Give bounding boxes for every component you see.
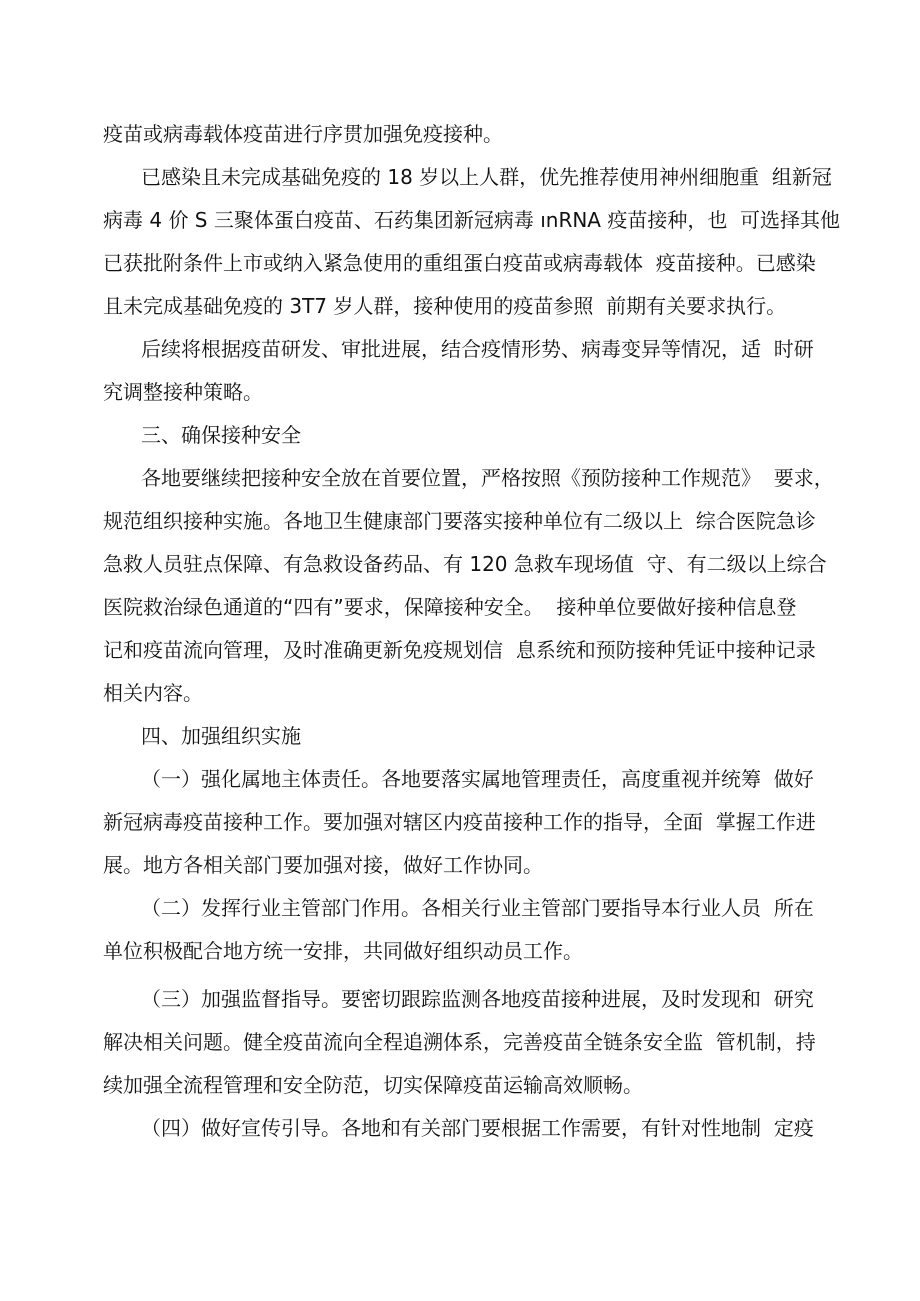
text-line-7: 究调整接种策略。 (103, 380, 263, 404)
text-line-17: 新冠病毒疫苗接种工作。要加强对辖区内疫苗接种工作的指导，全面 掌握工作进 (103, 810, 816, 834)
text-line-9: 各地要继续把接种安全放在首要位置，严格按照《预防接种工作规范》 要求， (141, 466, 834, 490)
text-line-22: 解决相关问题。健全疫苗流向全程追溯体系，完善疫苗全链条安全监 管机制，持 (103, 1030, 816, 1054)
text-line-4: 已获批附条件上市或纳入紧急使用的重组蛋白疫苗或病毒载体 疫苗接种。已感染 (103, 251, 816, 275)
text-line-1: 疫苗或病毒载体疫苗进行序贯加强免疫接种。 (103, 122, 503, 146)
text-line-12: 医院救治绿色通道的“四有”要求，保障接种安全。 接种单位要做好接种信息登 (103, 595, 797, 619)
text-line-10: 规范组织接种实施。各地卫生健康部门要落实接种单位有二级以上 综合医院急诊 (103, 509, 816, 533)
section-heading-3: 三、确保接种安全 (141, 423, 301, 447)
text-line-11: 急救人员驻点保障、有急救设备药品、有 120 急救车现场值 守、有二级以上综合 (103, 552, 827, 576)
text-line-5: 且未完成基础免疫的 3T7 岁人群，接种使用的疫苗参照 前期有关要求执行。 (103, 294, 787, 318)
text-line-6: 后续将根据疫苗研发、审批进展，结合疫情形势、病毒变异等情况，适 时研 (141, 337, 814, 361)
text-line-16: （一）强化属地主体责任。各地要落实属地管理责任，高度重视并统筹 做好 (141, 767, 814, 791)
text-line-3: 病毒 4 价 S 三聚体蛋白疫苗、石药集团新冠病毒 ınRNA 疫苗接种，也 可选择其他 (103, 208, 841, 232)
text-line-20: 单位积极配合地方统一安排，共同做好组织动员工作。 (103, 939, 583, 963)
text-line-18: 展。地方各相关部门要加强对接，做好工作协同。 (103, 853, 543, 877)
text-line-19: （二）发挥行业主管部门作用。各相关行业主管部门要指导本行业人员 所在 (141, 896, 814, 920)
text-line-23: 续加强全流程管理和安全防范，切实保障疫苗运输高效顺畅。 (103, 1073, 643, 1097)
text-line-14: 相关内容。 (103, 681, 203, 705)
text-line-2: 已感染且未完成基础免疫的 18 岁以上人群，优先推荐使用神州细胞重 组新冠 (141, 165, 832, 189)
section-heading-4: 四、加强组织实施 (141, 724, 301, 748)
text-line-21: （三）加强监督指导。要密切跟踪监测各地疫苗接种进展，及时发现和 研究 (141, 987, 814, 1011)
text-line-13: 记和疫苗流向管理，及时准确更新免疫规划信 息系统和预防接种凭证中接种记录 (103, 638, 816, 662)
text-line-24: （四）做好宣传引导。各地和有关部门要根据工作需要，有针对性地制 定疫 (141, 1116, 814, 1140)
